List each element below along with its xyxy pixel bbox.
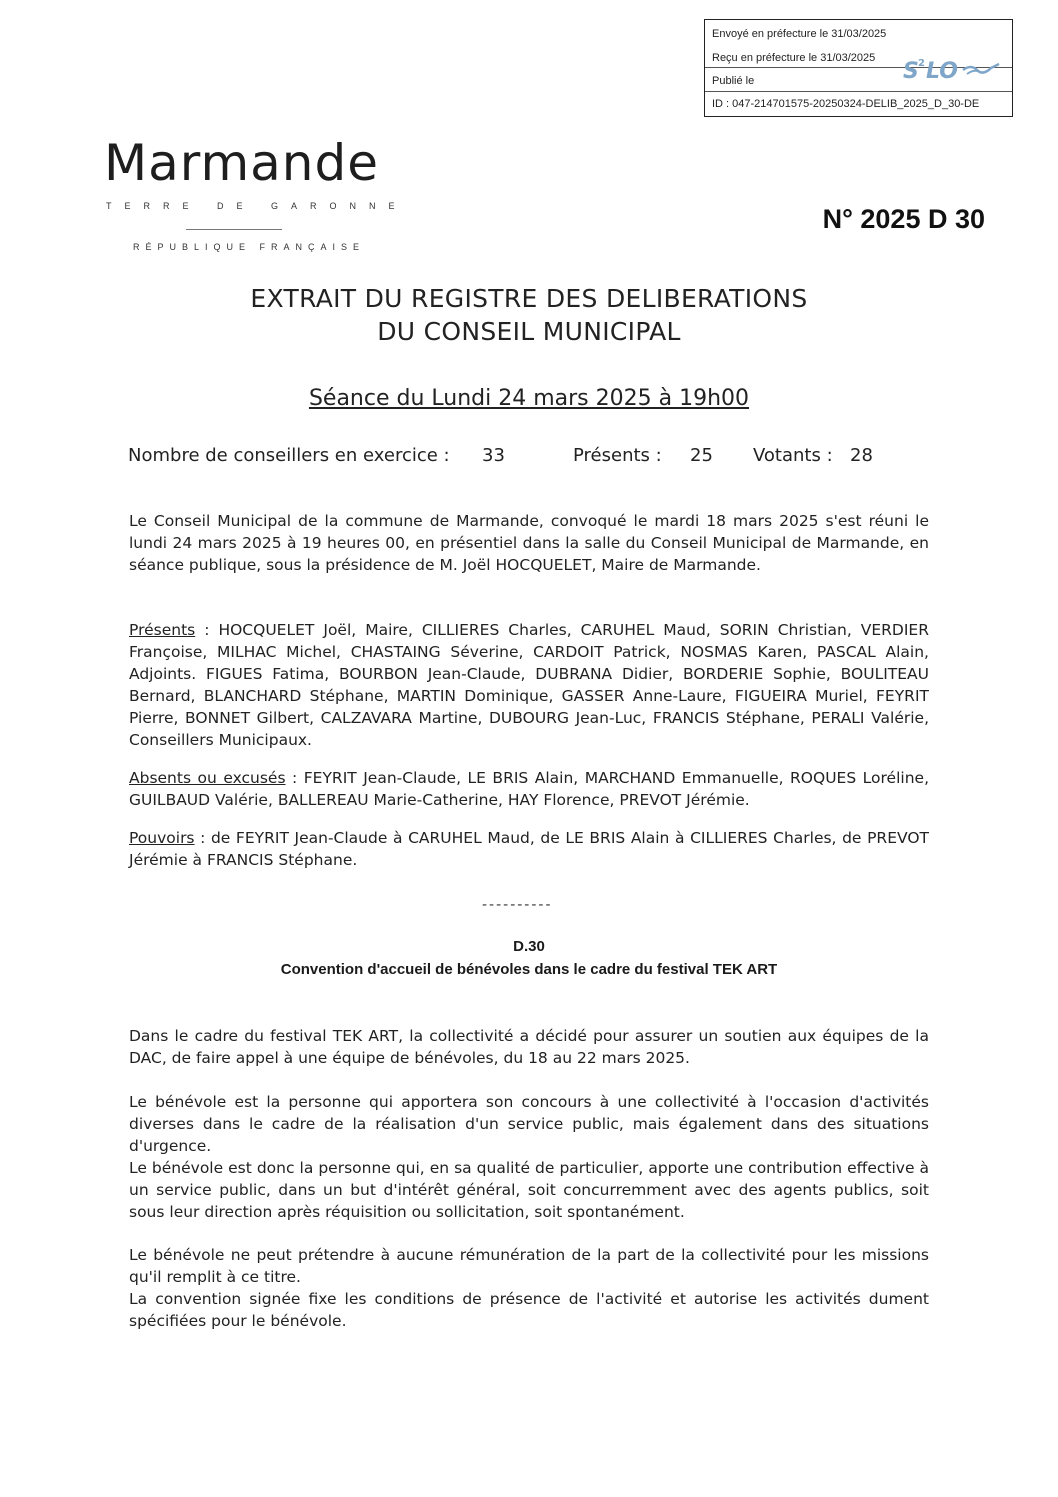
s2lo-logo-icon <box>901 56 1005 84</box>
votants-label: Votants : <box>753 445 833 466</box>
presents-list: : HOCQUELET Joël, Maire, CILLIERES Charles, CARUHEL Maud, SORIN Christian, VERDIER Françoise, MILHAC Michel, CHASTAING Séverine, CARDOIT Patrick, NOSMAS Karen, PASCAL Alain, Adjoints. FIGUES Fatima, BOURBON Jean-Claude, DUBRANA Didier, BORDERIE Sophie, BOULITEAU Bernard, BLANCHARD Stéphane, MARTIN Dominique, GASSER Anne-Laure, FIGUEIRA Muriel, FEYRIT Pierre, BONNET Gilbert, CALZAVARA Martine, DUBOURG Jean-Luc, FRANCIS Stéphane, PERALI Valérie, Conseillers Municipaux. <box>129 621 929 749</box>
body-paragraph-2: Le bénévole est la personne qui apportera son concours à une collectivité à l'occasion d'activités diverses dans le cadre de la réalisation d'un service public, mais également dans des situations d'urgence. <box>129 1093 929 1155</box>
session-date: Séance du Lundi 24 mars 2025 à 19h00 <box>308 386 750 411</box>
title-line-2: DU CONSEIL MUNICIPAL <box>377 317 681 346</box>
marmande-logo <box>104 133 408 223</box>
document-title <box>0 282 1058 348</box>
exercice-label: Nombre de conseillers en exercice : <box>128 445 450 466</box>
title-line-1: EXTRAIT DU REGISTRE DES DELIBERATIONS <box>250 284 808 313</box>
body-paragraph-3: Le bénévole est donc la personne qui, en sa qualité de particulier, apporte une contribution effective à un service public, dans un but d'intérêt général, soit concurremment avec des agents publics, soit sous leur direction après réquisition ou sollicitation, soit spontanément. <box>129 1159 929 1221</box>
logo-tagline: TERRE DE GARONNE <box>106 201 408 211</box>
pouvoirs-list: : de FEYRIT Jean-Claude à CARUHEL Maud, de LE BRIS Alain à CILLIERES Charles, de PREVOT Jérémie à FRANCIS Stéphane. <box>129 829 929 869</box>
absents-label: Absents ou excusés <box>129 769 286 787</box>
svg-text:LO: LO <box>926 59 958 84</box>
intro-paragraph: Le Conseil Municipal de la commune de Marmande, convoqué le mardi 18 mars 2025 s'est réuni le lundi 24 mars 2025 à 19 heures 00, en présentiel dans la salle du Conseil Municipal de Marmande, en séance publique, sous la présidence de M. Joël HOCQUELET, Maire de Marmande. <box>129 512 929 574</box>
stamp-divider <box>705 91 1012 92</box>
deliberation-code: D.30 <box>513 938 545 955</box>
deliberation-subject: Convention d'accueil de bénévoles dans le cadre du festival TEK ART <box>280 961 778 978</box>
presents-paragraph <box>129 619 929 751</box>
presents-label: Présents : <box>573 445 662 466</box>
pouvoirs-paragraph <box>129 827 929 871</box>
votants-value: 28 <box>850 445 873 466</box>
stamp-id: ID : 047-214701575-20250324-DELIB_2025_D_30-DE <box>712 98 980 110</box>
prefecture-stamp <box>704 19 1013 117</box>
republique-francaise: RÉPUBLIQUE FRANÇAISE <box>133 242 366 252</box>
svg-text:2: 2 <box>918 58 925 69</box>
council-counts <box>128 445 948 475</box>
absents-paragraph <box>129 767 929 811</box>
presents-value: 25 <box>690 445 713 466</box>
exercice-value: 33 <box>482 445 505 466</box>
body-paragraph-1: Dans le cadre du festival TEK ART, la collectivité a décidé pour assurer un soutien aux équipes de la DAC, de faire appel à une équipe de bénévoles, du 18 au 22 mars 2025. <box>129 1027 929 1067</box>
logo-wordmark: Marmande <box>104 134 379 192</box>
svg-text:S: S <box>903 59 919 84</box>
logo-divider <box>186 229 282 230</box>
body-paragraph-5: La convention signée fixe les conditions de présence de l'activité et autorise les activités dument spécifiées pour le bénévole. <box>129 1290 929 1330</box>
section-separator: ---------- <box>482 897 553 913</box>
stamp-published: Publié le <box>712 75 755 87</box>
stamp-sent: Envoyé en préfecture le 31/03/2025 <box>712 28 887 40</box>
pouvoirs-label: Pouvoirs <box>129 829 195 847</box>
stamp-received: Reçu en préfecture le 31/03/2025 <box>712 52 876 64</box>
presents-label: Présents <box>129 621 196 639</box>
deliberation-number: N° 2025 D 30 <box>822 204 985 234</box>
absents-list: : FEYRIT Jean-Claude, LE BRIS Alain, MARCHAND Emmanuelle, ROQUES Loréline, GUILBAUD Valérie, BALLEREAU Marie-Catherine, HAY Florence, PREVOT Jérémie. <box>129 769 929 809</box>
body-paragraph-4: Le bénévole ne peut prétendre à aucune rémunération de la part de la collectivité pour les missions qu'il remplit à ce titre. <box>129 1246 929 1286</box>
